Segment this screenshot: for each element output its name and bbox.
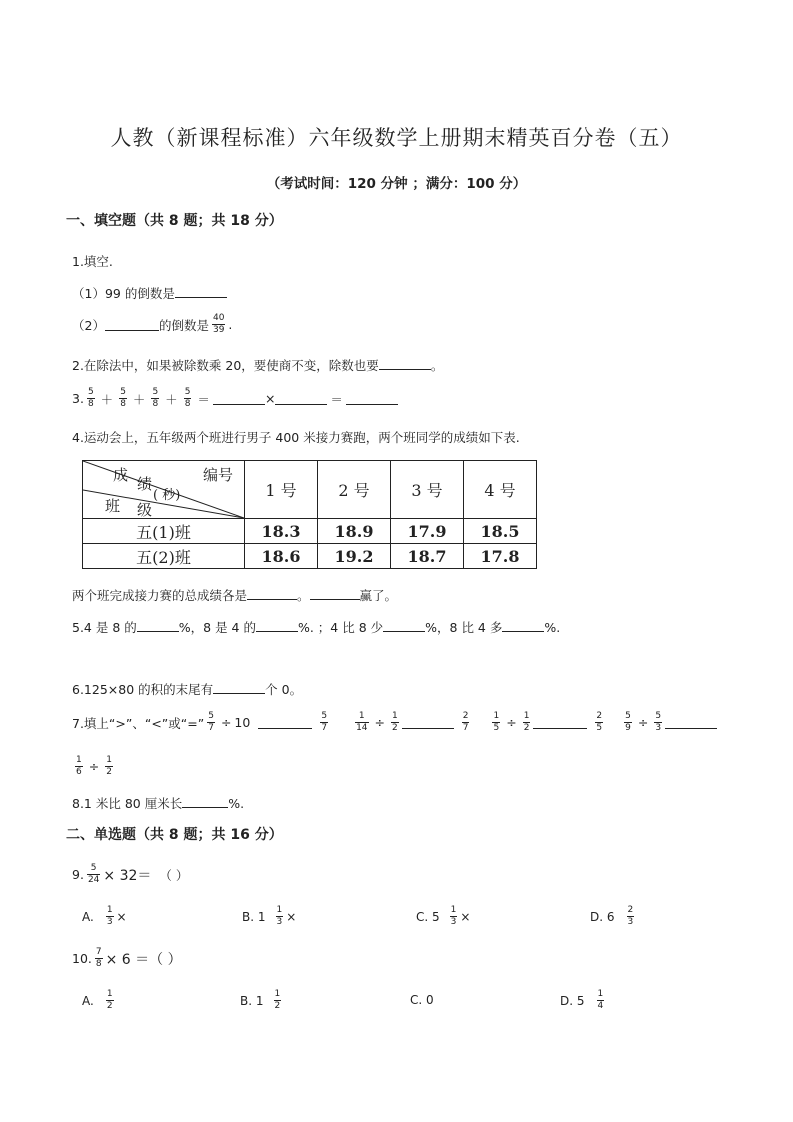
question-4-text: 4.运动会上，五年级两个班进行男子 400 米接力赛跑，两个班同学的成绩如下表. [72, 430, 520, 445]
column-header: 3 号 [391, 461, 464, 519]
option-a[interactable]: A. $\frac{1}{3}$ × [82, 905, 127, 928]
question-6: 6.125×80 的积的末尾有 个 0。 [72, 682, 303, 697]
question-2: 2.在除法中，如果被除数乘 20，要使商不变，除数也要 。 [72, 358, 444, 373]
answer-blank[interactable] [256, 619, 298, 632]
relay-results-table [82, 460, 537, 569]
fraction-40-39: $\frac{40}{39}$ [212, 313, 225, 336]
question-1-part-2-text: 的倒数是 [158, 317, 209, 333]
answer-blank[interactable] [137, 619, 179, 632]
answer-blank[interactable] [346, 392, 398, 405]
question-1-part-1-text: （1）99 的倒数是 [72, 286, 175, 301]
column-header: 2 号 [318, 461, 391, 519]
answer-blank[interactable] [258, 716, 312, 729]
answer-blank[interactable] [247, 587, 297, 600]
question-1-part-2-label: （2） [72, 317, 105, 333]
question-8: 8.1 米比 80 厘米长 %. [72, 796, 245, 811]
table-cell: 18.6 [245, 544, 318, 569]
table-cell: 19.2 [318, 544, 391, 569]
table-row [83, 519, 537, 544]
option-b[interactable]: B. 1 $\frac{1}{2}$ [240, 989, 281, 1012]
table-cell: 18.5 [464, 519, 537, 544]
question-1-head: 1.填空. [72, 254, 113, 269]
option-d[interactable]: D. 5 $\frac{1}{4}$ [560, 989, 604, 1012]
question-4-answer: 两个班完成接力赛的总成绩各是 。 赢了。 [72, 588, 398, 603]
question-10: 10. $\frac{7}{8}$ × 6 ＝（ ） [72, 947, 182, 970]
answer-blank[interactable] [665, 716, 717, 729]
table-cell: 18.7 [391, 544, 464, 569]
answer-blank[interactable] [213, 392, 265, 405]
option-a[interactable]: A. $\frac{1}{2}$ [82, 989, 113, 1012]
column-header: 4 号 [464, 461, 537, 519]
section-heading-single-choice: 二、单选题（共 8 题；共 16 分） [66, 827, 283, 843]
section-heading-fill-in: 一、填空题（共 8 题；共 18 分） [66, 213, 283, 229]
question-9: 9. $\frac{5}{24}$ × 32＝ （ ） [72, 863, 189, 886]
question-1-part-1 [72, 284, 227, 302]
question-7-continued: $\frac{1}{6}$ ÷ $\frac{1}{2}$ [76, 755, 112, 778]
answer-blank[interactable] [383, 619, 425, 632]
question-7: 7.填上“>”、“<”或“=” $\frac{5}{7}$ ÷ 10 $\frac{5}{7}$ $\frac{1}{14}$ ÷ $\frac{1}{2}$ $\frac{2}{7}$ $\frac{1}{5}$ ÷ $\frac{1}{2}$ $\frac{2}{5}$ $\frac{5}{9}$ ÷ $\frac{5}{3}$ [72, 712, 717, 734]
fraction-5-8: $\frac{5}{8}$ [184, 387, 191, 410]
question-2-text: 2.在除法中，如果被除数乘 20，要使商不变，除数也要 [72, 358, 379, 373]
answer-blank[interactable] [402, 716, 454, 729]
table-row [83, 544, 537, 569]
option-c[interactable]: C. 0 [410, 993, 434, 1007]
table-cell: 18.3 [245, 519, 318, 544]
fraction-5-8: $\frac{5}{8}$ [152, 387, 159, 410]
question-5: 5.4 是 8 的 %，8 是 4 的 %. ；4 比 8 少 %，8 比 4 多 %. [72, 620, 561, 635]
question-3: 3. $\frac{5}{8}$ ＋ $\frac{5}{8}$ ＋ $\frac{5}{8}$ ＋ $\frac{5}{8}$ ＝ × ＝ [72, 388, 398, 410]
answer-blank[interactable] [502, 619, 544, 632]
answer-blank[interactable] [175, 285, 227, 298]
table-cell: 17.8 [464, 544, 537, 569]
page-title: 人教（新课程标准）六年级数学上册期末精英百分卷（五） [110, 126, 683, 150]
fraction-5-8: $\frac{5}{8}$ [87, 387, 94, 410]
table-cell: 17.9 [391, 519, 464, 544]
row-label: 五(1)班 [83, 519, 245, 544]
answer-blank[interactable] [275, 392, 327, 405]
fraction-5-8: $\frac{5}{8}$ [120, 387, 126, 410]
table-cell: 18.9 [318, 519, 391, 544]
answer-blank[interactable] [533, 716, 587, 729]
answer-blank[interactable] [105, 318, 159, 331]
answer-blank[interactable] [213, 681, 265, 694]
question-1-part-2: （2） 的倒数是 $\frac{40}{39}$ . [72, 313, 233, 336]
answer-blank[interactable] [310, 587, 360, 600]
exam-info: （考试时间：120 分钟 ；满分：100 分） [266, 176, 527, 192]
column-header: 1 号 [245, 461, 318, 519]
answer-blank[interactable] [182, 795, 228, 808]
option-c[interactable]: C. 5 $\frac{1}{3}$ × [416, 905, 471, 928]
option-d[interactable]: D. 6 $\frac{2}{3}$ [590, 905, 634, 928]
option-b[interactable]: B. 1 $\frac{1}{3}$ × [242, 905, 297, 928]
answer-blank[interactable] [379, 357, 431, 370]
row-label: 五(2)班 [83, 544, 245, 569]
table-diagonal-header: 成 绩 ( 秒) 编号 班 级 [83, 461, 245, 519]
